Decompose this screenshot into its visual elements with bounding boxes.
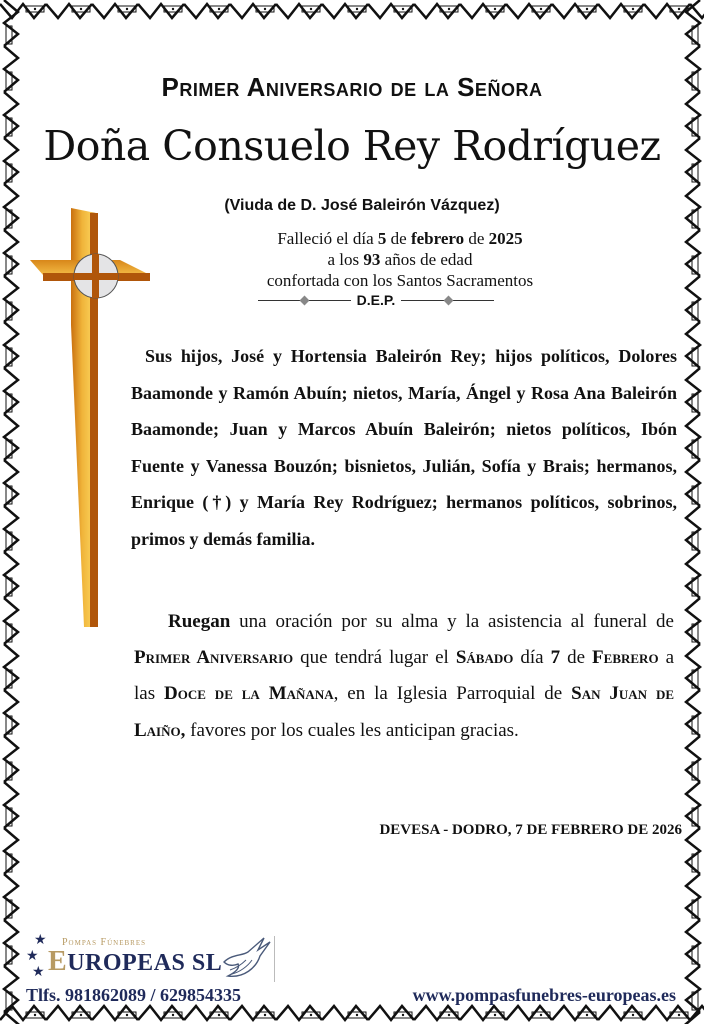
widow-of-line: (Viuda de D. José Baleirón Vázquez)	[224, 197, 500, 214]
divider-line-left	[258, 300, 351, 301]
phone-numbers: Tlfs. 981862089 / 629854335	[26, 985, 242, 1005]
service-day: 7	[550, 647, 561, 669]
event-name: Primer Aniversario	[134, 647, 294, 669]
website-link[interactable]: www.pompasfunebres-europeas.es	[412, 985, 676, 1005]
age-line: a los 93 años de edad	[327, 250, 473, 269]
death-info	[215, 228, 585, 291]
family-paragraph: Sus hijos, José y Hortensia Baleirón Rey; hijos políticos, Dolores Baamonde y Ramón Abuín; nietos, María, Ángel y Rosa Ana Baleirón Baamonde; Juan y Marcos Abuín Baleirón; nietos políticos, Ibón Fuente y Vanessa Bouzón; bisnietos, Julián, Sofía y Brais; hermanos, Enrique (†) y María Rey Rodríguez; hermanos políticos, sobrinos, primos y demás familia.	[131, 346, 677, 549]
anniversary-heading: Primer Aniversario de la Señora	[161, 72, 543, 102]
logo-tagline: Pompas Fúnebres	[62, 937, 146, 948]
stars-icon: ★ ★ ★	[26, 933, 47, 980]
church-name: San Juan de Laiño,	[134, 683, 675, 741]
sacraments-line: confortada con los Santos Sacramentos	[266, 271, 534, 290]
death-date-line: Falleció el día 5 de febrero de 2025	[277, 229, 523, 248]
divider-line-right	[401, 300, 494, 301]
dep-label: D.E.P.	[356, 292, 396, 308]
funeral-home-logo	[26, 934, 276, 984]
diamond-icon	[443, 295, 453, 305]
deceased-name: Doña Consuelo Rey Rodríguez	[43, 122, 661, 170]
diamond-icon	[300, 295, 310, 305]
dep-divider	[258, 292, 494, 308]
service-time: Doce de la Mañana	[164, 683, 334, 705]
dove-icon	[218, 934, 272, 984]
service-paragraph: Ruegan una oración por su alma y la asistencia al funeral de Primer Aniversario que tendrá lugar el Sábado día 7 de Febrero a las Doce de la Mañana, en la Iglesia Parroquial de San Juan de Laiño, favores por los cuales les anticipan gracias.	[134, 611, 675, 741]
decorative-border-top	[0, 0, 704, 22]
place-date: DEVESA - DODRO, 7 DE FEBRERO DE 2026	[379, 822, 682, 838]
logo-name: EUROPEAS SL	[48, 946, 223, 977]
service-weekday: Sábado	[455, 647, 514, 669]
service-month: Febrero	[592, 647, 659, 669]
logo-divider	[274, 936, 275, 982]
